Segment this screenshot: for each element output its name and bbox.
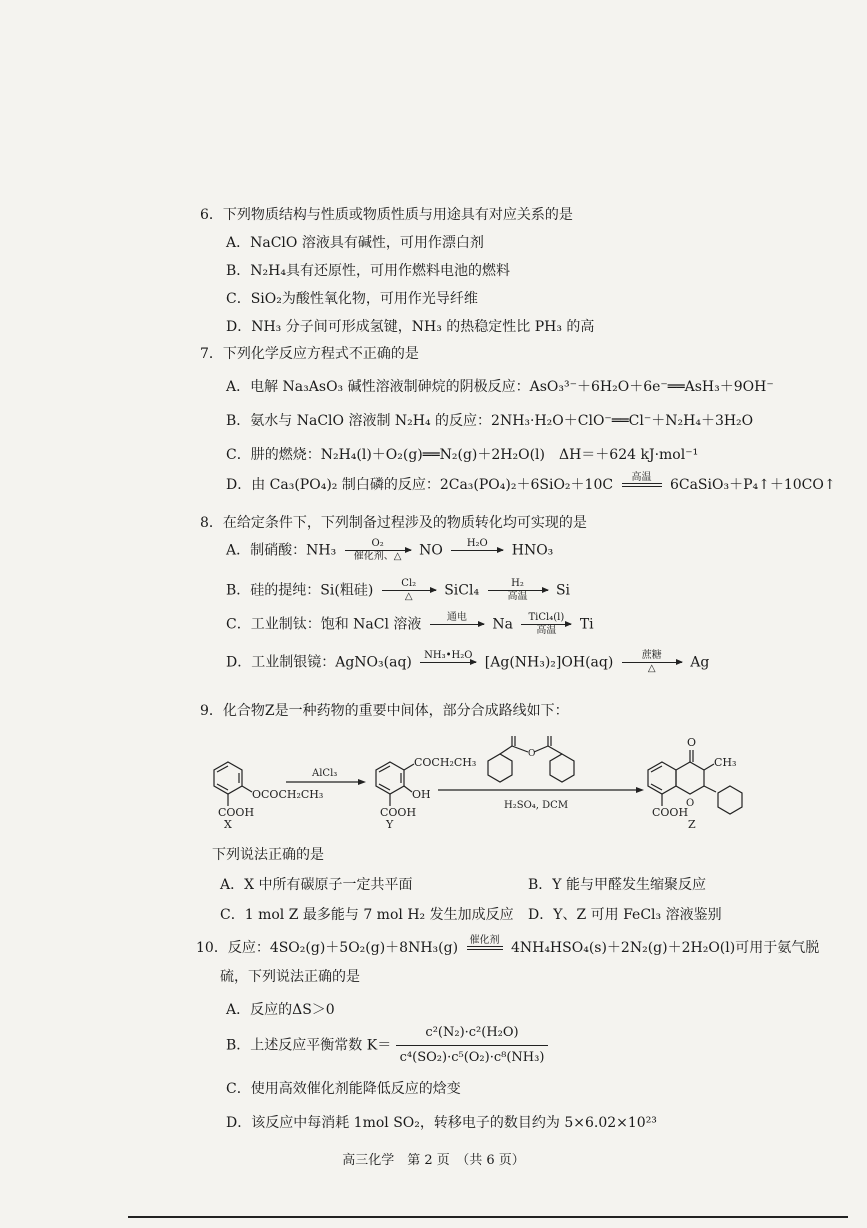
q10-catalyst: 催化剂 — [469, 935, 500, 946]
q10-stem-right: 4NH₄HSO₄(s)＋2N₂(g)＋2H₂O(l)可用于氨气脱 — [510, 940, 820, 956]
q8-b-m1: SiCl₄ — [444, 582, 480, 599]
q7-option-c: C．肼的燃烧：N₂H₄(l)＋O₂(g)══N₂(g)＋2H₂O(l) ΔH＝＋624 kJ·mol⁻¹ — [226, 447, 699, 463]
q8-a-end: HNO₃ — [511, 542, 554, 559]
q8-c-end: Ti — [579, 616, 594, 633]
compound-x-structure — [214, 762, 252, 806]
q10-b-label: B．上述反应平衡常数 K＝ — [226, 1037, 392, 1054]
q8-d-label: D．工业制银镜：AgNO₃(aq) — [226, 654, 412, 671]
q8-b-a2-top: H₂ — [511, 578, 524, 589]
svg-text:O: O — [528, 749, 536, 759]
page-footer: 高三化学 第 2 页 （共 6 页） — [342, 1153, 525, 1168]
q8-a-a1-top: O₂ — [371, 538, 384, 549]
q9-option-a: A．X 中所有碳原子一定共平面 — [220, 877, 413, 893]
q6-option-d: D．NH₃ 分子间可形成氢键，NH₃ 的热稳定性比 PH₃ 的高 — [226, 319, 595, 335]
y-oh: OH — [412, 788, 431, 801]
q6-option-b: B．N₂H₄具有还原性，可用作燃料电池的燃料 — [226, 263, 510, 279]
q8-d-arrow1 — [420, 650, 476, 675]
bottom-rule — [128, 1216, 848, 1218]
y-label: Y — [386, 818, 394, 831]
x-substituent: OCOCH₂CH₃ — [252, 788, 324, 801]
q8-c-a2-top: TiCl₄(l) — [528, 612, 565, 623]
q8-option-a — [226, 538, 553, 563]
q7-d-left: D．由 Ca₃(PO₄)₂ 制白磷的反应：2Ca₃(PO₄)₂＋6SiO₂＋10C — [226, 477, 614, 493]
q8-b-a1-bot: △ — [404, 591, 413, 602]
y-substituent: COCH₂CH₃ — [414, 756, 477, 769]
z-carbonyl-o: O — [687, 736, 697, 749]
q7-option-a: A．电解 Na₃AsO₃ 碱性溶液制砷烷的阴极反应：AsO₃³⁻＋6H₂O＋6e⁻══AsH₃＋9OH⁻ — [226, 379, 774, 395]
q9-option-b: B．Y 能与甲醛发生缩聚反应 — [528, 877, 706, 893]
q8-c-a1-top: 通电 — [446, 612, 467, 623]
compound-y-structure — [376, 762, 414, 806]
x-label: X — [224, 818, 232, 831]
q10-b-fraction — [396, 1024, 549, 1067]
q9-conditions: H₂SO₄, DCM — [504, 800, 569, 811]
q9-option-c: C．1 mol Z 最多能与 7 mol H₂ 发生加成反应 — [220, 907, 514, 923]
q6-option-a: A．NaClO 溶液具有碱性，可用作漂白剂 — [226, 235, 484, 251]
q10-option-c: C．使用高效催化剂能降低反应的焓变 — [226, 1081, 461, 1097]
q10-b-numerator: c²(N₂)·c²(H₂O) — [425, 1025, 519, 1040]
q10-stem-left: 10．反应：4SO₂(g)＋5O₂(g)＋8NH₃(g) — [196, 940, 459, 956]
anhydride-reagent-structure — [488, 736, 574, 782]
q8-d-arrow2 — [622, 650, 682, 675]
q8-b-end: Si — [555, 582, 571, 599]
q9-option-d: D．Y、Z 可用 FeCl₃ 溶液鉴别 — [528, 907, 722, 923]
z-ring-o: O — [686, 798, 695, 809]
y-cooh: COOH — [380, 806, 417, 819]
q8-c-a2-bot: 高温 — [536, 625, 557, 636]
q10-option-b — [226, 1024, 548, 1067]
q7-d-right: 6CaSiO₃＋P₄↑＋10CO↑ — [669, 477, 836, 493]
q9-ask: 下列说法正确的是 — [212, 847, 324, 863]
q8-a-a1-bot: 催化剂、△ — [353, 551, 402, 562]
q8-option-d — [226, 650, 709, 675]
q8-b-arrow1 — [382, 578, 436, 603]
z-ch3: CH₃ — [714, 756, 737, 769]
q10-stem — [196, 935, 819, 961]
q8-b-label: B．硅的提纯：Si(粗硅) — [226, 582, 374, 599]
q8-b-a1-top: Cl₂ — [401, 578, 417, 589]
q8-a-arrow1 — [345, 538, 411, 563]
x-cooh: COOH — [218, 806, 255, 819]
q9-synthesis-scheme — [200, 722, 760, 832]
q8-stem: 8．在给定条件下，下列制备过程涉及的物质转化均可实现的是 — [200, 515, 587, 531]
q6-option-c: C．SiO₂为酸性氧化物，可用作光导纤维 — [226, 291, 478, 307]
q7-d-eq — [622, 472, 662, 498]
alcl3-label: AlCl₃ — [312, 768, 338, 779]
q8-a-a2-top: H₂O — [466, 538, 488, 549]
q9-stem: 9．化合物Z是一种药物的重要中间体，部分合成路线如下： — [200, 703, 569, 719]
q8-d-a2-top: 蔗糖 — [641, 650, 662, 661]
q8-d-a2-bot: △ — [647, 663, 656, 674]
q6-stem: 6．下列物质结构与性质或物质性质与用途具有对应关系的是 — [200, 207, 573, 223]
q8-c-m1: Na — [492, 616, 513, 633]
q8-c-arrow2 — [521, 612, 571, 637]
q10-stem-2: 硫，下列说法正确的是 — [220, 969, 360, 985]
q10-option-d: D．该反应中每消耗 1mol SO₂，转移电子的数目约为 5×6.02×10²³ — [226, 1115, 657, 1131]
q8-a-arrow2 — [451, 538, 503, 563]
q7-option-b: B．氨水与 NaClO 溶液制 N₂H₄ 的反应：2NH₃·H₂O＋ClO⁻══Cl⁻＋N₂H₄＋3H₂O — [226, 413, 754, 429]
q10-equilibrium-sign — [467, 935, 503, 961]
q8-option-b — [226, 578, 570, 603]
q8-a-label: A．制硝酸：NH₃ — [226, 542, 337, 559]
q8-c-arrow1 — [430, 612, 484, 637]
q10-b-denominator: c⁴(SO₂)·c⁵(O₂)·c⁸(NH₃) — [396, 1045, 549, 1067]
q8-d-m1: [Ag(NH₃)₂]OH(aq) — [484, 654, 614, 671]
q8-d-end: Ag — [690, 654, 710, 671]
q8-option-c — [226, 612, 594, 637]
q10-option-a: A．反应的ΔS＞0 — [226, 1002, 335, 1018]
q8-b-arrow2 — [488, 578, 548, 603]
q7-d-cond: 高温 — [631, 472, 652, 483]
q8-a-m1: NO — [419, 542, 443, 559]
q7-option-d — [226, 472, 836, 498]
q7-stem: 7．下列化学反应方程式不正确的是 — [200, 346, 419, 362]
q8-b-a2-bot: 高温 — [507, 591, 528, 602]
q8-d-a1-top: NH₃•H₂O — [424, 650, 473, 661]
z-label: Z — [688, 818, 696, 831]
q8-c-label: C．工业制钛：饱和 NaCl 溶液 — [226, 616, 422, 633]
z-cooh: COOH — [652, 806, 689, 819]
